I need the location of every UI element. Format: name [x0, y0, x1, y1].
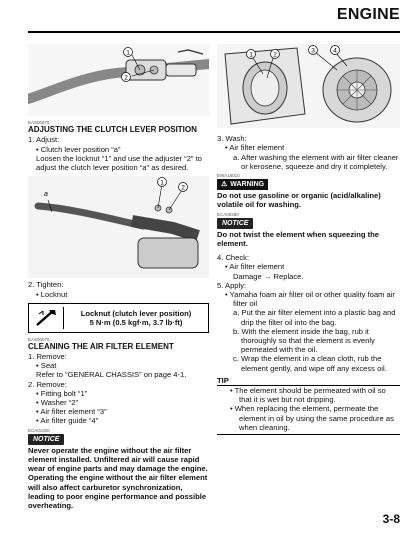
notice-code: ECA00280 [217, 211, 239, 217]
bullet-air-filter-element: • Air filter element [225, 262, 285, 272]
warning-label: WARNING [230, 181, 265, 189]
bullet-air-filter-guide: • Air filter guide “4” [36, 416, 99, 426]
page-number: 3-8 [382, 512, 400, 526]
callout-a: a [44, 191, 48, 199]
tip-end-rule [217, 434, 400, 435]
bullet-air-filter-element: • Air filter element [225, 143, 285, 153]
header-rule [28, 31, 400, 33]
section-heading: CLEANING THE AIR FILTER ELEMENT [28, 341, 174, 351]
callout-2: 2 [124, 74, 128, 82]
section-title: ENGINE [336, 6, 400, 23]
bullet-foam-filter-oil: • Yamaha foam air filter oil or other quality foam air filter oil [225, 290, 395, 309]
torque-wrench-icon [29, 304, 63, 332]
notice-code: ECA01400 [28, 427, 50, 433]
clutch-lever-adjuster-figure [28, 44, 209, 116]
step-wash: 3. Wash: [217, 134, 247, 144]
bullet-clutch-lever-position: • Clutch lever position “a” [36, 144, 121, 154]
tip-bullet-1: • The element should be permeated with oil so that it is wet but not dripping. [230, 386, 386, 405]
wash-substep-a: a. After washing the element with air filter cleaner or kerosene, squeeze and dry it completely. [233, 152, 399, 171]
bullet-locknut: • Locknut [36, 289, 68, 299]
apply-substep-a: a. Put the air filter element into a plastic bag and drip the filter oil into the bag. [233, 308, 396, 327]
step-adjust: 1. Adjust: [28, 135, 60, 145]
notice-text: Do not twist the element when squeezing the element. [217, 229, 380, 249]
tip-label: TIP [217, 376, 400, 386]
left-column [28, 44, 209, 510]
reference-text: Refer to “GENERAL CHASSIS” on page 4-1. [36, 370, 187, 380]
torque-spec-text [63, 307, 208, 329]
warning-code: EWA18010 [217, 173, 240, 179]
notice-badge: NOTICE [217, 218, 253, 229]
section-heading: ADJUSTING THE CLUTCH LEVER POSITION [28, 125, 197, 135]
section-code: EAS00075 [28, 120, 50, 126]
notice-text: Never operate the engine without the air filter element installed. Unfiltered air will cause rapid wear of engine parts and may damage the engine. Operating the engine without the air filter element will also affect carburetor synchronization, leading to poor engine performance and possible overheating. [28, 445, 208, 511]
bullet-washer: • Washer “2” [36, 398, 79, 408]
apply-substep-b: b. With the element inside the bag, rub it thoroughly so that the element is evenly permeated with the oil. [233, 326, 375, 355]
bullet-air-filter-element: • Air filter element “3” [36, 407, 107, 417]
bullet-fitting-bolt: • Fitting bolt “1” [36, 388, 88, 398]
section-code: EAS00076 [28, 336, 50, 342]
torque-spec-item: Locknut (clutch lever position) [80, 308, 192, 318]
warning-text: Do not use gasoline or organic (acid/alkaline) volatile oil for washing. [217, 191, 381, 210]
right-column [217, 44, 400, 435]
warning-triangle-icon: ⚠ [221, 181, 228, 189]
air-filter-figure [217, 44, 400, 128]
callout-3: 3 [311, 47, 315, 55]
step-tighten: 2. Tighten: [28, 280, 64, 290]
torque-spec-box [28, 303, 209, 333]
bullet-seat: • Seat [36, 361, 57, 371]
notice-badge: NOTICE [28, 434, 64, 445]
tip-bullet-2: • When replacing the element, permeate the element in oil by using the same procedure as when cleaning. [230, 404, 394, 432]
callout-4: 4 [333, 47, 337, 55]
torque-spec-value: 5 N·m (0.5 kgf·m, 3.7 lb·ft) [89, 317, 183, 327]
adjust-instruction: Loosen the locknut “1” and use the adjuster “2” to adjust the clutch lever position “a” as desired. [36, 153, 202, 173]
step-remove: 1. Remove: [28, 352, 67, 362]
warning-badge [217, 179, 268, 190]
check-result: Damage → Replace. [233, 271, 304, 281]
step-remove: 2. Remove: [28, 379, 67, 389]
clutch-lever-position-figure [28, 176, 209, 278]
step-check: 4. Check: [217, 253, 250, 263]
callout-1: 1 [249, 51, 253, 59]
callout-1: 1 [126, 49, 130, 57]
step-apply: 5. Apply: [217, 280, 247, 290]
callout-2: 2 [181, 184, 185, 192]
apply-substep-c: c. Wrap the element in a clean cloth, rub the element gently, and wipe off any excess oil. [233, 354, 387, 373]
callout-2: 2 [273, 51, 277, 59]
callout-1: 1 [160, 179, 164, 187]
